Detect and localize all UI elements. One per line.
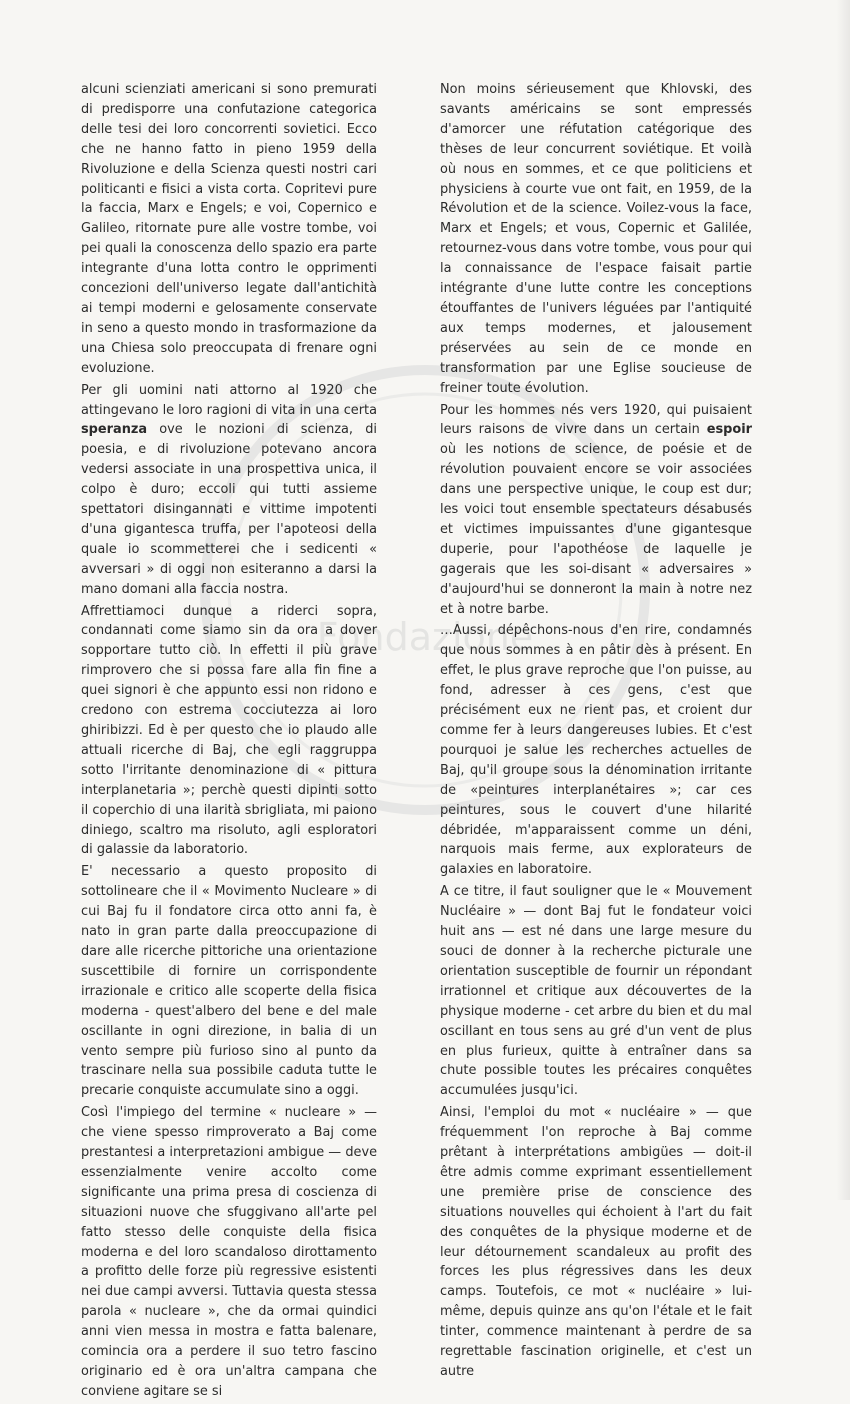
french-column <box>440 80 752 1384</box>
paragraph: Ainsi, l'emploi du mot « nucléaire » — que fréquemment l'on reproche à Baj comme prêtant à interprétations ambigües — doit-il être admis comme exprimant essentiellement une première prise de conscience des situations nouvelles qui échoient à l'art du fait des conquêtes de la physique moderne et de leur détournement scandaleux au profit des forces les plus régressives dans les deux camps. Toutefois, ce mot « nucléaire » lui-même, depuis quinze ans qu'on l'étale et le fait tinter, commence maintenant à perdre de sa regrettable fascination originelle, et c'est un autre <box>440 1105 752 1379</box>
paragraph: Così l'impiego del termine « nucleare » — che viene spesso rimproverato a Baj come prestantesi a interpretazioni ambigue — deve essenzialmente venire accolto come significante una prima presa di coscienza di situazioni nuove che sfuggivano all'arte pel fatto stesso delle conquiste della fisica moderna e del loro scandaloso dirottamento a profitto delle forze più regressive esistenti nei due campi avversi. Tuttavia questa stessa parola « nucleare », che da ormai quindici anni vien messa in mostra e fatta balenare, comincia ora a perdere il suo tetro fascino originario ed è ora un'altra campana che conviene agitare se si <box>81 1105 377 1399</box>
paragraph: E' necessario a questo proposito di sottolineare che il « Movimento Nucleare » di cui Baj fu il fondatore circa otto anni fa, è nato in gran parte dalla preoccupazione di dare alle ricerche pittoriche una orientazione suscettibile di fornire un corrispondente irrazionale e critico alle scoperte della fisica moderna - quest'albero del bene e del male oscillante in ogni direzione, in balia di un vento sempre più furioso sino al punto da trascinare nella sua possibile caduta tutte le precarie conquiste accumulate sino a oggi. <box>81 864 377 1099</box>
page-edge-shadow <box>836 0 850 1200</box>
paragraph: alcuni scienziati americani si sono premurati di predisporre una confutazione categorica delle tesi dei loro concorrenti sovietici. Ecco che ne hanno fatto in pieno 1959 della Rivoluzione e della Scienza questi nostri cari politicanti e fisici a vista corta. Copritevi pure la faccia, Marx e Engels; e voi, Copernico e Galileo, ritornate pure alle vostre tombe, voi pei quali la conoscenza dello spazio era parte integrante d'una lotta contro le opprimenti concezioni dell'universo legate dall'antichità ai tempi moderni e gelosamente conservate in seno a questo mondo in trasformazione da una Chiesa solo preoccupata di frenare ogni evoluzione. <box>81 82 377 376</box>
paragraph: …Aussi, dépêchons-nous d'en rire, condamnés que nous sommes à en pâtir dès à présent. En effet, le plus grave reproche que l'on puisse, au fond, adresser à ces gens, c'est que précisément eux ne rient pas, et croient dur comme fer à leurs dangereuses lubies. Et c'est pourquoi je salue les recherches actuelles de Baj, qu'il groupe sous la dénomination irritante de «peintures interplanétaires »; car ces peintures, sous le couvert d'une hilarité débridée, m'apparaissent comme un déni, narquois mais ferme, aux explorateurs de galaxies en laboratoire. <box>440 623 752 878</box>
italian-column <box>81 80 377 1404</box>
paragraph: A ce titre, il faut souligner que le « Mouvement Nucléaire » — dont Baj fut le fondateur voici huit ans — est né dans une large mesure du souci de donner à la recherche picturale une orientation susceptible de fournir un répondant irrationnel et critique aux découvertes de la physique moderne - cet arbre du bien et du mal oscillant en tous sens au gré d'un vent de plus en plus furieux, quitte à entraîner dans sa chute possible toutes les précaires conquêtes accumulées jusqu'ici. <box>440 884 752 1099</box>
paragraph: Affrettiamoci dunque a riderci sopra, condannati come siamo sin da ora a dover sopportare tutto ciò. In effetti il più grave rimprovero che si possa fare alla fin fine a quei signori è che appunto essi non ridono e credono con estrema cocciutezza ai loro ghiribizzi. Ed è per questo che io plaudo alle attuali ricerche di Baj, che egli raggruppa sotto l'irritante denominazione di « pittura interplanetaria »; perchè questi dipinti sotto il coperchio di una ilarità sbrigliata, mi paiono diniego, scaltro ma risoluto, agli esploratori di galassie da laboratorio. <box>81 603 377 858</box>
paragraph: Pour les hommes nés vers 1920, qui puisaient leurs raisons de vivre dans un certain espoir où les notions de science, de poésie et de révolution pouvaient encore se voir associées dans une perspective unique, le coup est dur; les voici tout ensemble spectateurs désabusés et victimes impuissantes d'une gigantesque duperie, pour l'apothéose de laquelle je gagerais que les soi-disant « adversaires » d'aujourd'hui se donneront la main à notre nez et à notre barbe. <box>440 402 752 617</box>
paragraph: Non moins sérieusement que Khlovski, des savants américains se sont empressés d'amorcer une réfutation catégorique des thèses de leur concurrent soviétique. Et voilà où nous en sommes, et ce que politiciens et physiciens à courte vue ont fait, en 1959, de la Révolution et de la science. Voilez-vous la face, Marx et Engels; et vous, Copernic et Galilée, retournez-vous dans votre tombe, vous pour qui la connaissance de l'espace faisait partie intégrante d'une lutte contre les conceptions étouffantes de l'univers léguées par l'antiquité aux temps modernes, et jalousement préservées au sein de ce monde en transformation par une Eglise soucieuse de freiner toute évolution. <box>440 82 752 396</box>
paragraph: Per gli uomini nati attorno al 1920 che attingevano le loro ragioni di vita in una certa speranza ove le nozioni di scienza, di poesia, e di rivoluzione potevano ancora vedersi associate in una prospettiva unica, il colpo è duro; eccoli qui tutti assieme spettatori disingannati e vittime impotenti d'una gigantesca truffa, per l'apoteosi della quale io scommetterei che i sedicenti « avversari » di oggi non esiteranno a darsi la mano domani alla faccia nostra. <box>81 382 377 597</box>
watermark-text: Fondazione <box>316 615 534 659</box>
emphasis-espoir: espoir <box>706 422 752 438</box>
emphasis-speranza: speranza <box>81 422 148 438</box>
